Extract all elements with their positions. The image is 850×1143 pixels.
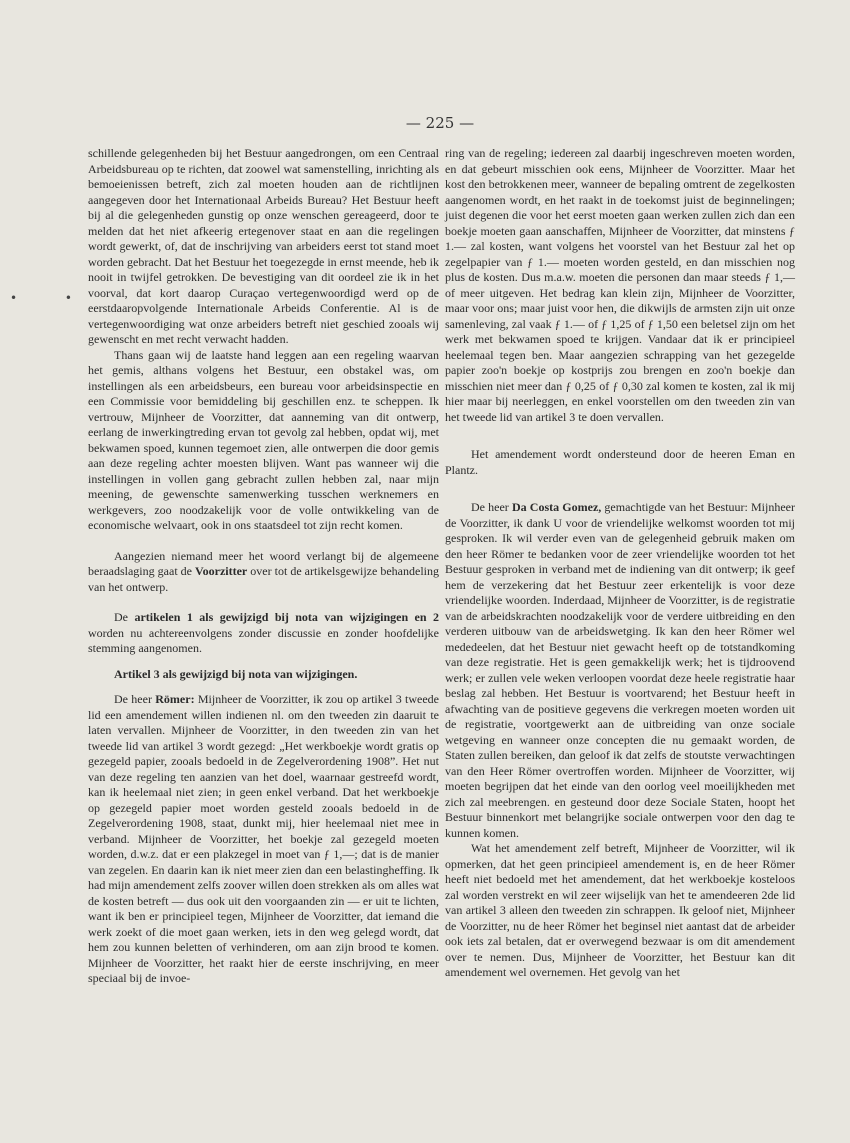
speaker-name: Da Costa Gomez, [511, 500, 602, 514]
paragraph: De artikelen 1 als gewijzigd bij nota van wijzigingen en 2 worden nu achtereenvolgens zonder discussie en zonder hoofdelijke stemming aangenomen. [88, 610, 439, 655]
right-column [445, 146, 795, 981]
section-heading: Artikel 3 als gewijzigd bij nota van wijzigingen. [114, 666, 358, 681]
speaker-name: Voorzitter [195, 564, 248, 578]
paragraph: De heer Römer: Mijnheer de Voorzitter, ik zou op artikel 3 tweede lid een amendement willen indienen nl. om den tweeden zin daaruit te laten vervallen. Mijnheer de Voorzitter, in den tweeden zin van het tweede lid van artikel 3 wordt gezegd: „Het werkboekje wordt gratis op gezegeld papier, zooals bedoeld in de Zegelverordening 1908”. Het nut van deze regeling ten aanzien van het doel, waarnaar gestreefd wordt, kan ik heelemaal niet zien; in geen enkel verband. Dat het werkboekje op gezegeld papier moet worden gesteld zooals bedoeld in de Zegelverordening 1908, staat, dunkt mij, hier heelemaal niet mee in verband. Mijnheer de Voorzitter, het boekje zal gezegeld moeten worden, d.w.z. dat er een plakzegel in moet van ƒ 1,—; dat is de manier van zegelen. En daarin kan ik niet meer zien dan een belastingheffing. Ik had mijn amendement zelfs zoover willen doen strekken als om alles wat de kosten betreft — dus ook uit den voorgaanden zin — er uit te lichten, want ik ben er principieel tegen, Mijnheer de Voorzitter, dat iemand die werk zoekt of die moet gaan werken, iets in den weg gelegd wordt, dat hem zou kunnen beletten of verhinderen, om aan zijn brood te komen. Mijnheer de Voorzitter, het raakt hier de eerste inschrijving, en meer speciaal bij de invoe- [88, 692, 440, 985]
paragraph: Aangezien niemand meer het woord verlangt bij de algemeene beraadslaging gaat de Voorzitter over tot de artikelsgewijze behandeling van het ontwerp. [88, 548, 439, 594]
left-column [88, 146, 439, 987]
paragraph: Thans gaan wij de laatste hand leggen aan een regeling waarvan het gemis, althans volgens het Bestuur, een obstakel was, om instellingen als een arbeidsbeurs, een bureau voor arbeidsinspectie en een Commissie voor bemiddeling bij geschillen enz. te scheppen. Ik vertrouw, Mijnheer de Voorzitter, dat aanneming van dit ontwerp, eerlang de inwerkingtreding ervan tot gevolg zal hebben, opdat wij, met bekwamen spoed, kunnen tegemoet zien, alle ontwerpen die door gemis aan deze regeling achter moesten blijven. Want pas wanneer wij die instellingen in vollen gang gebracht zullen hebben zal, naar mijn meening, de gewenschte samenwerking tusschen werknemers en werkgevers, zoo noodzakelijk voor de volle ontwikkeling van de economische welvaart, ook in ons staatsdeel tot zijn recht komen. [88, 347, 439, 532]
speaker-name: Römer: [155, 692, 195, 706]
paragraph: Wat het amendement zelf betreft, Mijnheer de Voorzitter, wil ik opmerken, dat het geen principieel amendement is, en de heer Römer heeft niet bedoeld met het amendement, dat het werkboekje kosteloos zal worden verstrekt en wil zeer wijselijk van het te amendeeren 2de lid van artikel 3 alleen den tweeden zin schrappen. Ik geloof niet, Mijnheer de Voorzitter, nu de heer Römer het beginsel niet aantast dat de arbeider ook iets zal betalen, dat er overwegend bezwaar is om dit amendement over te nemen. Dus, Mijnheer de Voorzitter, het Bestuur kan dit amendement wel overnemen. Het gevolg van het [445, 841, 795, 979]
paragraph: schillende gelegenheden bij het Bestuur aangedrongen, om een Centraal Arbeidsbureau op te richten, dat zoowel wat samenstelling, inrichting als bemoeienissen betreft, zich zal moeten houden aan de richtlijnen aangegeven door het Internationaal Arbeids Bureau? Het Bestuur heeft bij al die gelegenheden gunstig op onze wenschen gereageerd, door te melden dat het niet afkeerig ertegenover staat en aan die regelingen wordt gewerkt, of, dat de inschrijving van arbeiders eerst tot stand moet worden gebracht. Dat het Bestuur het toegezegde in ernst meende, heb ik nooit in twijfel getrokken. De bevestiging van dit oordeel zie ik in het voorval, dat kort daarop Curaçao vertegenwoordigd werd op de eerstdaaropvolgende Internationale Arbeids Conferentie. Al is de vertegenwoordiging wat onze arbeiders betreft niet geschied zooals wij gewenscht en met recht verwacht hadden. [88, 146, 439, 346]
paragraph: Het amendement wordt ondersteund door de heeren Eman en Plantz. [445, 447, 795, 477]
paragraph: ring van de regeling; iedereen zal daarbij ingeschreven moeten worden, en dat gebeurt misschien ook eens, Mijnheer de Voorzitter. Maar het kost den betrokkenen meer, wanneer de bepaling omtrent de zegelkosten aangenomen wordt, en het raakt in de toekomst juist de beginnelingen; juist degenen die voor het eerst moeten gaan werken zullen zich dan een boekje moeten gaan aanschaffen, Mijnheer de Voorzitter, dat minstens ƒ 1.— zal kosten, want volgens het voorstel van het Bestuur zal het op zegelpapier van ƒ 1.— moeten worden gesteld, en dan misschien nog plus de kosten. Dus m.a.w. moeten die personen dan maar steeds ƒ 1,— of meer uitgeven. Het bedrag kan klein zijn, Mijnheer de Voorzitter, maar voor ons; maar juist voor hen, die dikwijls de armsten zijn uit onze samenleving, zal vaak ƒ 1.— of ƒ 1,25 of ƒ 1,50 een beletsel zijn om het werk met bekwamen spoed te krijgen. Vandaar dat ik er principieel heelemaal tegen ben. Maar aangezien schrapping van het gezegelde papier zoo'n boekje op kostprijs zou brengen en zoo'n boekje dan misschien niet meer dan ƒ 0,25 of ƒ 0,30 zal komen te kosten, zal ik mij hier maar bij neerleggen, en enkel voorstellen om den tweeden zin van het tweede lid van artikel 3 te doen vervallen. [445, 146, 795, 424]
article-reference: artikelen 1 als gewijzigd bij nota van wijzigingen en 2 [134, 610, 439, 624]
margin-marks: • • [10, 291, 94, 305]
paragraph: De heer Da Costa Gomez, gemachtigde van het Bestuur: Mijnheer de Voorzitter, ik dank U voor de vriendelijke welkomst woorden tot mij gesproken. Ik wil verder even van de gelegenheid gebruik maken om den heer Römer te bedanken voor de zeer vriendelijke woorden tot het Bestuur gesproken in verband met de indiening van dit ontwerp; ik geef hem de verzekering dat het Bestuur zeer erkentelijk is voor deze vriendelijke woorden. Inderdaad, Mijnheer de Voorzitter, is de registratie van de arbeidskrachten noodzakelijk voor de verdere uitbreiding en den verderen uitbouw van de arbeidswetging. Ik kan den heer Römer wel mededeelen, dat het Bestuur niet gewacht heeft op de totstandkoming van deze registratie. Het is geen gemakkelijk werk; het is tijdroovend werk; er zullen vele weken verloopen voordat deze heele registratie haar beslag zal hebben. Het Bestuur is voortvarend; het Bestuur heeft in afwachting van de positieve gegevens die verkregen moeten worden uit de registratie, voortgewerkt aan de uitbreiding van onze sociale wetgeving en wanneer onze concepten die nu gemaakt worden, de Staten zullen bereiken, dan geloof ik dat zelfs de stoutste verwachtingen van den Heer Römer overtroffen worden. Mijnheer de Voorzitter, wij moeten begrijpen dat het einde van den oorlog veel moeilijkheden met zich zal meebrengen. en gesteund door deze Sociale Staten, hoopt het Bestuur binnenkort met belangrijke sociale ontwerpen voor den dag te kunnen komen. [445, 500, 795, 840]
page-number: — 225 — [405, 114, 475, 132]
